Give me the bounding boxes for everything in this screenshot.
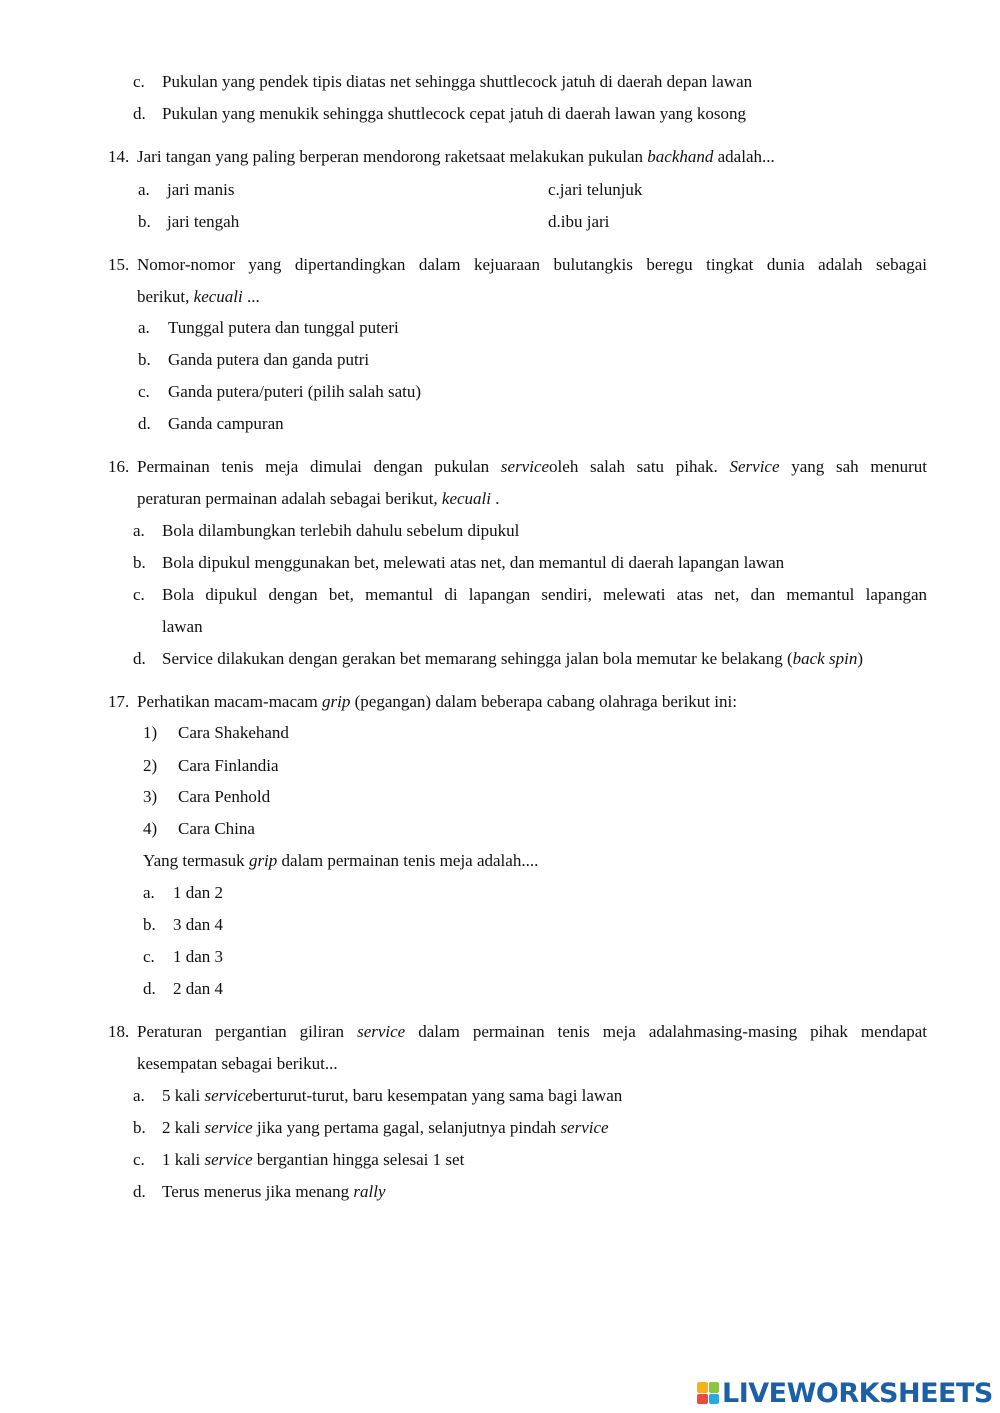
q15-option-a — [138, 317, 399, 339]
item-text: Cara Shakehand — [178, 723, 289, 742]
q18-option-c — [133, 1149, 465, 1171]
question-number: 15. — [108, 255, 130, 274]
q17-item-3 — [143, 786, 271, 808]
q14-option-a — [138, 179, 235, 201]
liveworksheets-logo[interactable] — [697, 1378, 997, 1408]
q18-option-a — [133, 1085, 623, 1107]
option-label: d. — [133, 1182, 146, 1201]
logo-square-3 — [697, 1394, 708, 1405]
q18-option-d — [133, 1181, 386, 1203]
option-label: a. — [143, 883, 155, 902]
q16-option-c-line2: lawan — [162, 617, 203, 636]
option-text: 2 dan 4 — [173, 979, 224, 998]
q17-option-c — [143, 946, 224, 968]
q18-stem-line2: kesempatan sebagai berikut... — [137, 1054, 338, 1073]
question-text: Perhatikan macam-macam grip (pegangan) dalam beberapa cabang olahraga berikut ini: — [137, 692, 737, 711]
q18-stem-line1: Peraturan pergantian giliran service dalam permainan tenis meja adalahmasing-masing pihak mendapat — [137, 1022, 928, 1041]
option-label: d. — [133, 104, 146, 123]
q15-option-c — [138, 381, 422, 403]
option-text: Bola dipukul menggunakan bet, melewati atas net, dan memantul di daerah lapangan lawan — [162, 553, 785, 572]
q17-item-1 — [143, 722, 289, 744]
q17-option-d — [143, 978, 224, 1000]
q15-number-line — [108, 254, 129, 276]
option-label: c. — [133, 72, 145, 91]
option-label: c. — [138, 382, 150, 401]
option-text: 2 kali service jika yang pertama gagal, selanjutnya pindah service — [162, 1118, 609, 1137]
q16-number-line — [108, 456, 129, 478]
q16-stem-line1: Permainan tenis meja dimulai dengan pukulan serviceoleh salah satu pihak. Service yang sah menurut — [137, 457, 928, 476]
option-text: 1 kali service bergantian hingga selesai 1 set — [162, 1150, 465, 1169]
q16-option-c-line1: Bola dipukul dengan bet, memantul di lapangan sendiri, melewati atas net, dan memantul lapangan — [162, 585, 927, 604]
question-number: 17. — [108, 692, 130, 711]
logo-square-2 — [709, 1382, 720, 1393]
option-text: Service dilakukan dengan gerakan bet memarang sehingga jalan bola memutar ke belakang (back spin) — [162, 649, 863, 668]
question-number: 16. — [108, 457, 130, 476]
q16-stem-line2: peraturan permainan adalah sebagai berikut, kecuali . — [137, 489, 500, 508]
option-label: c. — [133, 1150, 145, 1169]
q15-stem-line2: berikut, kecuali ... — [137, 287, 260, 306]
option-text: Ganda campuran — [168, 414, 284, 433]
q17-item-4 — [143, 818, 255, 840]
option-text: Terus menerus jika menang rally — [162, 1182, 386, 1201]
q18-number-line — [108, 1021, 129, 1043]
option-text: Ganda putera/puteri (pilih salah satu) — [168, 382, 422, 401]
q15-stem-line1: Nomor-nomor yang dipertandingkan dalam kejuaraan bulutangkis beregu tingkat dunia adalah sebagai — [137, 255, 927, 274]
option-text: Bola dilambungkan terlebih dahulu sebelum dipukul — [162, 521, 520, 540]
option-text: 1 dan 3 — [173, 947, 224, 966]
option-label: a. — [138, 180, 150, 199]
option-label: a. — [133, 521, 145, 540]
q14-stem — [108, 146, 775, 168]
option-label: b. — [133, 553, 146, 572]
option-text: Tunggal putera dan tunggal puteri — [168, 318, 399, 337]
option-label: b. — [133, 1118, 146, 1137]
item-text: Cara Penhold — [178, 787, 271, 806]
option-label: b. — [138, 212, 151, 231]
option-label: b. — [138, 350, 151, 369]
q13-option-c — [133, 71, 753, 93]
q16-option-d — [133, 648, 863, 670]
q14-option-d — [548, 211, 609, 233]
q13-option-d — [133, 103, 746, 125]
question-number: 14. — [108, 147, 130, 166]
option-label: d. — [143, 979, 156, 998]
q16-option-b — [133, 552, 785, 574]
q18-option-b — [133, 1117, 609, 1139]
q15-option-d — [138, 413, 284, 435]
option-label: b. — [143, 915, 156, 934]
item-text: Cara China — [178, 819, 255, 838]
logo-square-4 — [709, 1394, 720, 1405]
q15-option-b — [138, 349, 370, 371]
item-label: 2) — [143, 756, 158, 775]
item-label: 1) — [143, 723, 158, 742]
item-label: 4) — [143, 819, 158, 838]
option-text: c.jari telunjuk — [548, 180, 643, 199]
option-text: 1 dan 2 — [173, 883, 224, 902]
q17-option-b — [143, 914, 224, 936]
option-label: d. — [133, 649, 146, 668]
question-text: Jari tangan yang paling berperan mendorong raketsaat melakukan pukulan backhand adalah... — [137, 147, 775, 166]
item-label: 3) — [143, 787, 158, 806]
question-number: 18. — [108, 1022, 130, 1041]
option-text: 3 dan 4 — [173, 915, 224, 934]
option-label: c. — [133, 585, 145, 604]
item-text: Cara Finlandia — [178, 756, 279, 775]
q14-option-b — [138, 211, 240, 233]
option-text: Pukulan yang menukik sehingga shuttlecock cepat jatuh di daerah lawan yang kosong — [162, 104, 746, 123]
option-text: Pukulan yang pendek tipis diatas net sehingga shuttlecock jatuh di daerah depan lawan — [162, 72, 753, 91]
option-text: 5 kali serviceberturut-turut, baru kesempatan yang sama bagi lawan — [162, 1086, 623, 1105]
option-label: a. — [138, 318, 150, 337]
q17-item-2 — [143, 755, 279, 777]
q14-option-c — [548, 179, 642, 201]
q17-stem — [108, 691, 737, 713]
option-text: jari manis — [167, 180, 235, 199]
liveworksheets-logo-icon — [697, 1382, 719, 1404]
q17-question: Yang termasuk grip dalam permainan tenis meja adalah.... — [143, 851, 539, 870]
logo-square-1 — [697, 1382, 708, 1393]
option-label: d. — [138, 414, 151, 433]
q16-option-a — [133, 520, 520, 542]
option-text: jari tengah — [167, 212, 240, 231]
logo-text: LIVEWORKSHEETS — [722, 1377, 993, 1409]
option-label: a. — [133, 1086, 145, 1105]
q16-option-c-label — [133, 584, 145, 606]
option-text: Ganda putera dan ganda putri — [168, 350, 370, 369]
option-label: c. — [143, 947, 155, 966]
q17-option-a — [143, 882, 224, 904]
option-text: d.ibu jari — [548, 212, 610, 231]
